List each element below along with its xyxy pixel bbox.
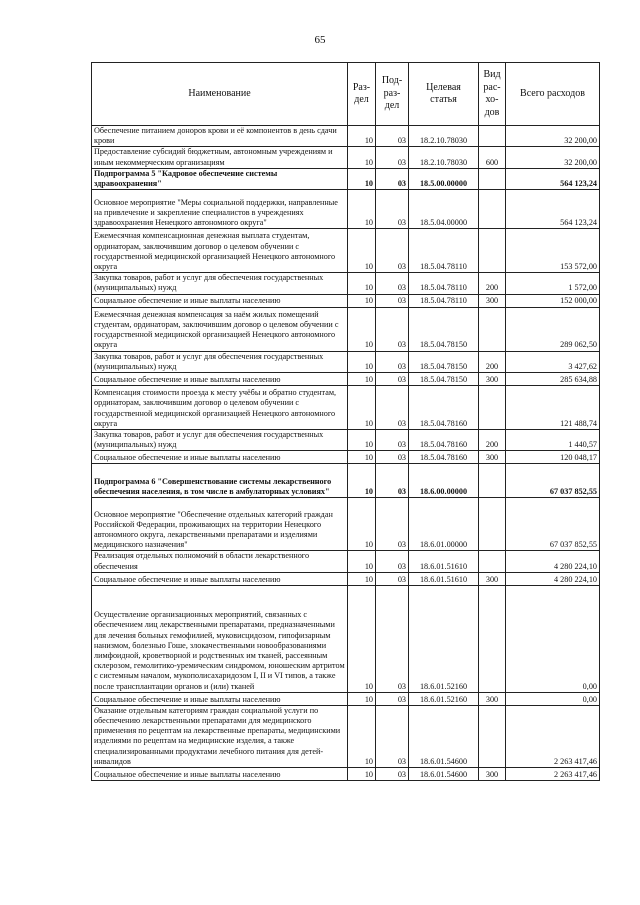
row-expense-type [479,229,506,273]
header-total: Всего расходов [506,63,600,126]
table-row [92,386,600,430]
row-subsection: 03 [376,572,409,585]
row-total: 152 000,00 [506,294,600,307]
table-row [92,229,600,273]
row-total: 153 572,00 [506,229,600,273]
row-expense-type: 200 [479,430,506,451]
row-total: 2 263 417,46 [506,705,600,767]
table-row [92,273,600,294]
table-row [92,307,600,351]
row-expense-type [479,386,506,430]
table-row [92,190,600,229]
row-expense-type [479,551,506,572]
table-row [92,464,600,498]
row-subsection: 03 [376,307,409,351]
row-section: 10 [348,585,376,692]
row-total: 2 263 417,46 [506,768,600,781]
row-section: 10 [348,451,376,464]
row-name: Закупка товаров, работ и услуг для обеспечения государственных (муниципальных) нужд [92,273,348,294]
row-name: Социальное обеспечение и иные выплаты населению [92,451,348,464]
row-total: 32 200,00 [506,147,600,168]
row-target-article: 18.2.10.78030 [409,147,479,168]
row-target-article: 18.6.01.52160 [409,692,479,705]
row-subsection: 03 [376,373,409,386]
row-section: 10 [348,190,376,229]
header-row [92,63,600,126]
row-target-article: 18.5.04.00000 [409,190,479,229]
row-name: Ежемесячная компенсационная денежная выплата студентам, ординаторам, заключившим договор о целевом обучении с государственной медицинской организацией Ненецкого автономного округа [92,229,348,273]
row-expense-type [479,498,506,551]
row-target-article: 18.5.04.78160 [409,451,479,464]
row-name: Социальное обеспечение и иные выплаты населению [92,373,348,386]
header-name: Наименование [92,63,348,126]
row-target-article: 18.5.04.78160 [409,386,479,430]
row-subsection: 03 [376,451,409,464]
row-name: Закупка товаров, работ и услуг для обеспечения государственных (муниципальных) нужд [92,430,348,451]
row-name: Основное мероприятие "Меры социальной поддержки, направленные на привлечение и закрепление специалистов в учреждениях здравоохранения Ненецкого автономного округа" [92,190,348,229]
row-section: 10 [348,430,376,451]
row-section: 10 [348,294,376,307]
row-section: 10 [348,692,376,705]
row-section: 10 [348,386,376,430]
row-subsection: 03 [376,768,409,781]
expenditure-table [91,62,600,781]
row-name: Ежемесячная денежная компенсация за наём жилых помещений студентам, ординаторам, заключившим договор о целевом обучении с государственной медицинской организацией Ненецкого автономного округа [92,307,348,351]
row-expense-type [479,705,506,767]
row-name: Реализация отдельных полномочий в области лекарственного обеспечения [92,551,348,572]
row-target-article: 18.6.01.51610 [409,551,479,572]
table-row [92,705,600,767]
row-expense-type: 200 [479,351,506,372]
row-expense-type [479,168,506,189]
row-total: 285 634,88 [506,373,600,386]
table-row [92,430,600,451]
row-subsection: 03 [376,692,409,705]
row-target-article: 18.5.04.78160 [409,430,479,451]
row-target-article: 18.5.04.78150 [409,307,479,351]
row-section: 10 [348,768,376,781]
row-total: 4 280 224,10 [506,572,600,585]
row-expense-type: 200 [479,273,506,294]
table-row [92,692,600,705]
row-section: 10 [348,551,376,572]
table-row [92,498,600,551]
row-expense-type: 600 [479,147,506,168]
table-row [92,451,600,464]
row-target-article: 18.5.04.78110 [409,273,479,294]
table-row [92,585,600,692]
row-total: 0,00 [506,585,600,692]
table-row [92,147,600,168]
row-section: 10 [348,307,376,351]
row-section: 10 [348,229,376,273]
row-total: 3 427,62 [506,351,600,372]
row-section: 10 [348,168,376,189]
row-expense-type [479,190,506,229]
row-section: 10 [348,273,376,294]
row-name: Закупка товаров, работ и услуг для обеспечения государственных (муниципальных) нужд [92,351,348,372]
table-row [92,351,600,372]
row-target-article: 18.6.00.00000 [409,464,479,498]
row-total: 32 200,00 [506,126,600,147]
row-expense-type [479,585,506,692]
row-subsection: 03 [376,585,409,692]
row-section: 10 [348,572,376,585]
row-total: 0,00 [506,692,600,705]
row-total: 564 123,24 [506,168,600,189]
row-section: 10 [348,464,376,498]
row-section: 10 [348,705,376,767]
row-name: Компенсация стоимости проезда к месту учёбы и обратно студентам, ординаторам, заключившим договор о целевом обучении с государственной медицинской организацией Ненецкого автономного округа [92,386,348,430]
row-section: 10 [348,147,376,168]
row-section: 10 [348,373,376,386]
row-subsection: 03 [376,273,409,294]
row-target-article: 18.5.04.78150 [409,351,479,372]
table-row [92,373,600,386]
row-total: 4 280 224,10 [506,551,600,572]
row-expense-type: 300 [479,692,506,705]
table-row [92,768,600,781]
row-expense-type: 300 [479,451,506,464]
row-name: Социальное обеспечение и иные выплаты населению [92,572,348,585]
row-total: 121 488,74 [506,386,600,430]
row-target-article: 18.6.01.52160 [409,585,479,692]
row-name: Социальное обеспечение и иные выплаты населению [92,294,348,307]
row-expense-type: 300 [479,294,506,307]
row-subsection: 03 [376,126,409,147]
row-subsection: 03 [376,351,409,372]
row-section: 10 [348,126,376,147]
row-name: Осуществление организационных мероприятий, связанных с обеспечением лиц лекарственными препаратами, предназначенными для лечения больных гемофилией, муковисцидозом, гипофизарным нанизмом, болезнью Гоше, злокачественными новообразованиями лимфоидной, кроветворной и родственных им тканей, рассеянным склерозом, гемолитико-уремическим синдромом, юношеским артритом с системным началом, мукополисахаридозом I, II и VI типов, а также после трансплантации органов и (или) тканей [92,585,348,692]
table-row [92,126,600,147]
header-expense-type: Вид рас- хо- дов [479,63,506,126]
row-total: 1 440,57 [506,430,600,451]
row-target-article: 18.6.01.51610 [409,572,479,585]
row-subsection: 03 [376,551,409,572]
row-subsection: 03 [376,168,409,189]
row-total: 67 037 852,55 [506,498,600,551]
header-subsection: Под- раз- дел [376,63,409,126]
header-target-article: Целевая статья [409,63,479,126]
row-target-article: 18.6.01.00000 [409,498,479,551]
row-target-article: 18.5.04.78110 [409,294,479,307]
table-row [92,294,600,307]
row-target-article: 18.2.10.78030 [409,126,479,147]
header-section: Раз- дел [348,63,376,126]
row-subsection: 03 [376,229,409,273]
row-target-article: 18.5.00.00000 [409,168,479,189]
row-section: 10 [348,351,376,372]
row-total: 289 062,50 [506,307,600,351]
row-expense-type: 300 [479,768,506,781]
row-total: 67 037 852,55 [506,464,600,498]
table-body [92,126,600,781]
row-total: 1 572,00 [506,273,600,294]
row-subsection: 03 [376,464,409,498]
row-subsection: 03 [376,498,409,551]
row-name: Подпрограмма 6 "Совершенствование системы лекарственного обеспечения населения, в том числе в амбулаторных условиях" [92,464,348,498]
row-subsection: 03 [376,705,409,767]
row-subsection: 03 [376,430,409,451]
row-name: Обеспечение питанием доноров крови и её компонентов в день сдачи крови [92,126,348,147]
table-row [92,572,600,585]
row-name: Оказание отдельным категориям граждан социальной услуги по обеспечению лекарственными препаратами для медицинского применения по рецептам на лекарственные препараты, медицинскими изделиями по рецептам на медицинские изделия, а также специализированными продуктами лечебного питания для детей-инвалидов [92,705,348,767]
row-name: Основное мероприятие "Обеспечение отдельных категорий граждан Российской Федерации, проживающих на территории Ненецкого автономного округа, лекарственными препаратами и изделиями медицинского назначения" [92,498,348,551]
row-expense-type [479,126,506,147]
row-expense-type: 300 [479,572,506,585]
row-section: 10 [348,498,376,551]
row-expense-type: 300 [479,373,506,386]
row-subsection: 03 [376,147,409,168]
row-subsection: 03 [376,294,409,307]
row-subsection: 03 [376,190,409,229]
row-subsection: 03 [376,386,409,430]
row-target-article: 18.5.04.78150 [409,373,479,386]
row-target-article: 18.5.04.78110 [409,229,479,273]
row-name: Предоставление субсидий бюджетным, автономным учреждениям и иным некоммерческим организациям [92,147,348,168]
row-target-article: 18.6.01.54600 [409,768,479,781]
row-total: 564 123,24 [506,190,600,229]
row-name: Социальное обеспечение и иные выплаты населению [92,768,348,781]
table-row [92,551,600,572]
row-target-article: 18.6.01.54600 [409,705,479,767]
row-expense-type [479,464,506,498]
row-expense-type [479,307,506,351]
row-name: Подпрограмма 5 "Кадровое обеспечение системы здравоохранения" [92,168,348,189]
row-name: Социальное обеспечение и иные выплаты населению [92,692,348,705]
row-total: 120 048,17 [506,451,600,464]
table-row [92,168,600,189]
page-number: 65 [314,34,326,46]
